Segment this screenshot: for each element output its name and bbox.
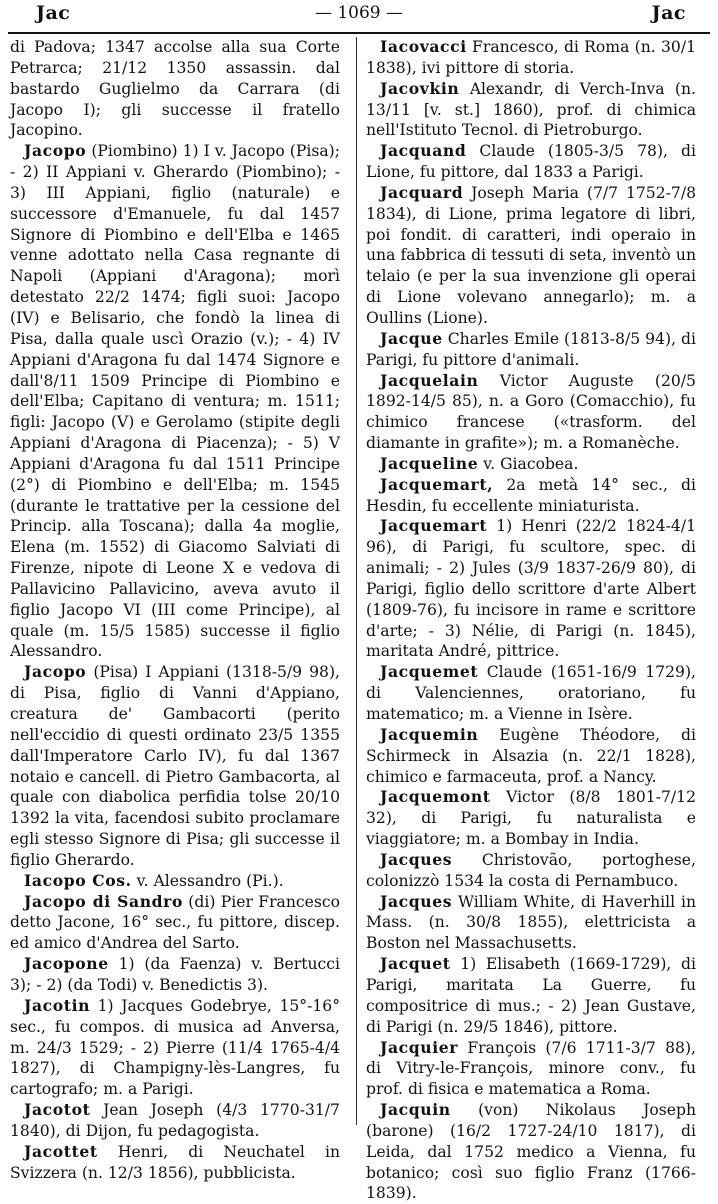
entry-text: Charles Emile (1813-8/5 94), di Parigi, fu pittore d'animali.	[366, 329, 696, 369]
entry-jacotin	[10, 996, 340, 1100]
entry-iacopo-cos	[10, 871, 340, 892]
entry-headword: Jacque	[380, 328, 443, 348]
entry-headword: Jacovkin	[380, 78, 460, 98]
entry-headword: Jacquelain	[380, 370, 479, 390]
page-number: — 1069 —	[314, 3, 404, 23]
entry-text: 2a metà 14° sec., di Hesdin, fu eccellente miniaturista.	[366, 475, 696, 515]
entry-jacquemart	[366, 516, 696, 662]
entry-text: 1) Elisabeth (1669-1729), di Parigi, maritata La Guerre, fu compositrice di mus.; - 2) Jean Gustave, di Parigi (n. 29/5 1846), pittore.	[366, 955, 696, 1036]
header-rule	[8, 32, 710, 34]
entry-jacopone	[10, 954, 340, 996]
entry-headword: Jacquard	[380, 182, 464, 202]
entry-headword: Jacotin	[24, 995, 91, 1015]
entry-text: Francesco, di Roma (n. 30/1 1838), ivi pittore di storia.	[366, 38, 696, 77]
entry-headword: Jacopo	[24, 141, 87, 161]
entry-headword: Iacovacci	[380, 37, 467, 56]
entry-text: 1) (da Faenza) v. Bertucci 3); - 2) (da Todi) v. Benedictis 3).	[10, 955, 340, 994]
entry-text: Claude (1805-3/5 78), di Lione, fu pittore, dal 1833 a Parigi.	[366, 142, 696, 182]
entry-headword: Iacopo Cos.	[24, 870, 132, 890]
entry-headword: Jacquemont	[380, 787, 491, 807]
entry-text: v. Alessandro (Pi.).	[136, 871, 284, 890]
entry-jacques-christovao	[366, 850, 696, 892]
column-divider	[356, 37, 357, 1125]
entry-jacqueline	[366, 454, 696, 475]
page-header	[0, 2, 718, 32]
entry-text: Claude (1651-16/9 1729), di Valenciennes, oratoriano, fu matematico; m. a Vienne in Isère.	[366, 663, 696, 723]
entry-text: Victor Auguste (20/5 1892-14/5 85), n. a Goro (Comacchio), fu chimico francese («trasform. del diamante in grafite»); m. a Romanèche.	[366, 371, 696, 453]
entry-text: (von) Nikolaus Joseph (barone) (16/2 1727-24/10 1817), di Leida, dal 1752 medico a Vienna, fu botanico; così suo figlio Franz (1766-1839).	[366, 1101, 696, 1203]
entry-jacquemart-miniaturist	[366, 475, 696, 517]
entry-text: Eugène Théodore, di Schirmeck in Alsazia (n. 22/1 1828), chimico e farmaceuta, prof. a Nancy.	[366, 725, 696, 786]
entry-headword: Jacotot	[24, 1100, 91, 1120]
entry-headword: Jacottet	[24, 1141, 98, 1161]
entry-jacopo-di-sandro	[10, 892, 340, 955]
entry-text: (di) Pier Francesco detto Jacone, 16° sec., fu pittore, discep. ed amico d'Andrea del Sarto.	[10, 892, 340, 953]
entry-jacquin	[366, 1100, 696, 1204]
left-column	[10, 37, 340, 1183]
entry-headword: Jacopo	[24, 662, 87, 682]
entry-jacquand	[366, 141, 696, 183]
entry-headword: Jacquemart,	[380, 474, 494, 494]
entry-jacquier	[366, 1038, 696, 1101]
entry-text: 1) Jacques Godebrye, 15°-16° sec., fu compos. di musica ad Anversa, m. 24/3 1529; - 2) Pierre (11/4 1765-4/4 1827), di Champigny-lès-Langres, fu cartografo; m. a Parigi.	[10, 996, 340, 1099]
entry-jacopo-pisa	[10, 662, 340, 870]
entry-text: François (7/6 1711-3/7 88), di Vitry-le-François, minore conv., fu prof. di fisica e matematica a Roma.	[366, 1038, 696, 1099]
entry-headword: Jacopo di Sandro	[24, 891, 183, 911]
entry-jacquemet	[366, 662, 696, 725]
entry-text: 1) Henri (22/2 1824-4/1 96), di Parigi, fu scultore, spec. di animali; - 2) Jules (3/9 1837-26/9 80), di Parigi, figlio dello scrittore d'arte Albert (1809-76), fu incisore in rame e scrittore d'arte; - 3) Nélie, di Parigi (n. 1845), maritata André, pittrice.	[366, 517, 696, 661]
entry-headword: Jacques	[380, 891, 453, 911]
entry-jacque	[366, 329, 696, 371]
entry-jacquemin	[366, 725, 696, 788]
entry-text: Victor (8/8 1801-7/12 32), di Parigi, fu naturalista e viaggiatore; m. a Bombay in India.	[366, 788, 696, 849]
entry-text: Henri, di Neuchatel in Svizzera (n. 12/3 1856), pubblicista.	[10, 1142, 340, 1182]
entry-text: (Pisa) I Appiani (1318-5/9 98), di Pisa, figlio di Vanni d'Appiano, creatura de' Gambacorti (perito nell'eccidio di questi ordinato 23/5 1355 dall'Imperatore Carlo IV), fu dal 1367 notaio e cancell. di Pietro Gambacorta, al quale con diabolica perfidia tolse 20/10 1392 la vita, facendosi subito proclamare egli stesso Signore di Pisa; gli successe il figlio Gherardo.	[10, 663, 340, 869]
entry-jacquet	[366, 954, 696, 1037]
entry-headword: Jacquemet	[380, 662, 479, 682]
entry-jacquard	[366, 183, 696, 329]
entry-continuation: di Padova; 1347 accolse alla sua Corte Petrarca; 21/12 1350 assassin. dal bastardo Guglielmo da Carrara (di Jacopo I); gli successe il fratello Jacopino.	[10, 38, 340, 140]
entry-headword: Jacquemart	[380, 516, 488, 536]
entry-headword: Jacquier	[380, 1037, 459, 1057]
entry-jacovkin	[366, 79, 696, 142]
entry-text: Alexandr, di Verch-Inva (n. 13/11 [v. st.] 1860), prof. di chimica nell'Istituto Tecnol. di Pietroburgo.	[366, 79, 696, 140]
header-right-word: Jac	[651, 2, 686, 24]
entry-iacovacci	[366, 37, 696, 79]
entry-headword: Jacquet	[380, 954, 451, 974]
entry-jacquelain	[366, 371, 696, 454]
entry-jacottet	[10, 1142, 340, 1184]
entry-jacques-william	[366, 892, 696, 955]
entry-jacquemont	[366, 787, 696, 850]
entry-headword: Jacqueline	[380, 453, 479, 473]
entry-jacopo-piombino	[10, 141, 340, 662]
entry-headword: Jacques	[380, 849, 453, 869]
header-left-word: Jac	[36, 2, 71, 24]
entry-text: Jean Joseph (4/3 1770-31/7 1840), di Dijon, fu pedagogista.	[10, 1101, 340, 1140]
entry-text: William White, di Haverhill in Mass. (n. 30/8 1855), elettricista a Boston nel Massachusetts.	[366, 892, 696, 953]
entry-jacotot	[10, 1100, 340, 1142]
right-column	[366, 37, 696, 1204]
entry-text: Joseph Maria (7/7 1752-7/8 1834), di Lione, prima legatore di libri, poi fondit. di caratteri, indi operaio in una fabbrica di tessuti di seta, inventò un telaio (e per la sua invenzione gli operai di Lione volevano annegarlo); m. a Oullins (Lione).	[366, 183, 696, 327]
entry-text: (Piombino) 1) I v. Jacopo (Pisa); - 2) II Appiani v. Gherardo (Piombino); - 3) III Appiani, figlio (naturale) e successore d'Emanuele, fu dal 1457 Signore di Piombino e dell'Elba e 1465 venne adottato nella Casa regnante di Napoli (Appiani d'Aragona); morì detestato 22/2 1474; figli suoi: Jacopo (IV) e Belisario, che fondò la linea di Pisa, dalla quale uscì Orazio (v.); - 4) IV Appiani d'Aragona fu dal 1474 Signore e dall'8/11 1509 Principe di Piombino e dell'Elba; Capitano di ventura; m. 1511; figli: Jacopo (V) e Gerolamo (stipite degli Appiani d'Aragona di Piacenza); - 5) V Appiani d'Aragona fu dal 1511 Principe (2°) di Piombino e dell'Elba; m. 1545 (durante le trattative per la cessione del Princip. alla Toscana); dalla 4a moglie, Elena (m. 1552) di Giacomo Salviati di Firenze, nipote di Leone X e vedova di Pallavicino Pallavicino, aveva avuto il figlio Jacopo VI (III come Principe), al quale (m. 15/5 1585) successe il figlio Alessandro.	[10, 142, 340, 661]
entry-text: v. Giacobea.	[483, 454, 579, 473]
entry-headword: Jacquin	[380, 1100, 451, 1120]
entry-headword: Jacquemin	[380, 724, 479, 744]
entry-headword: Jacquand	[380, 141, 467, 161]
entry-headword: Jacopone	[24, 954, 109, 974]
entry-text: Christovão, portoghese, colonizzò 1534 la costa di Pernambuco.	[366, 850, 696, 890]
